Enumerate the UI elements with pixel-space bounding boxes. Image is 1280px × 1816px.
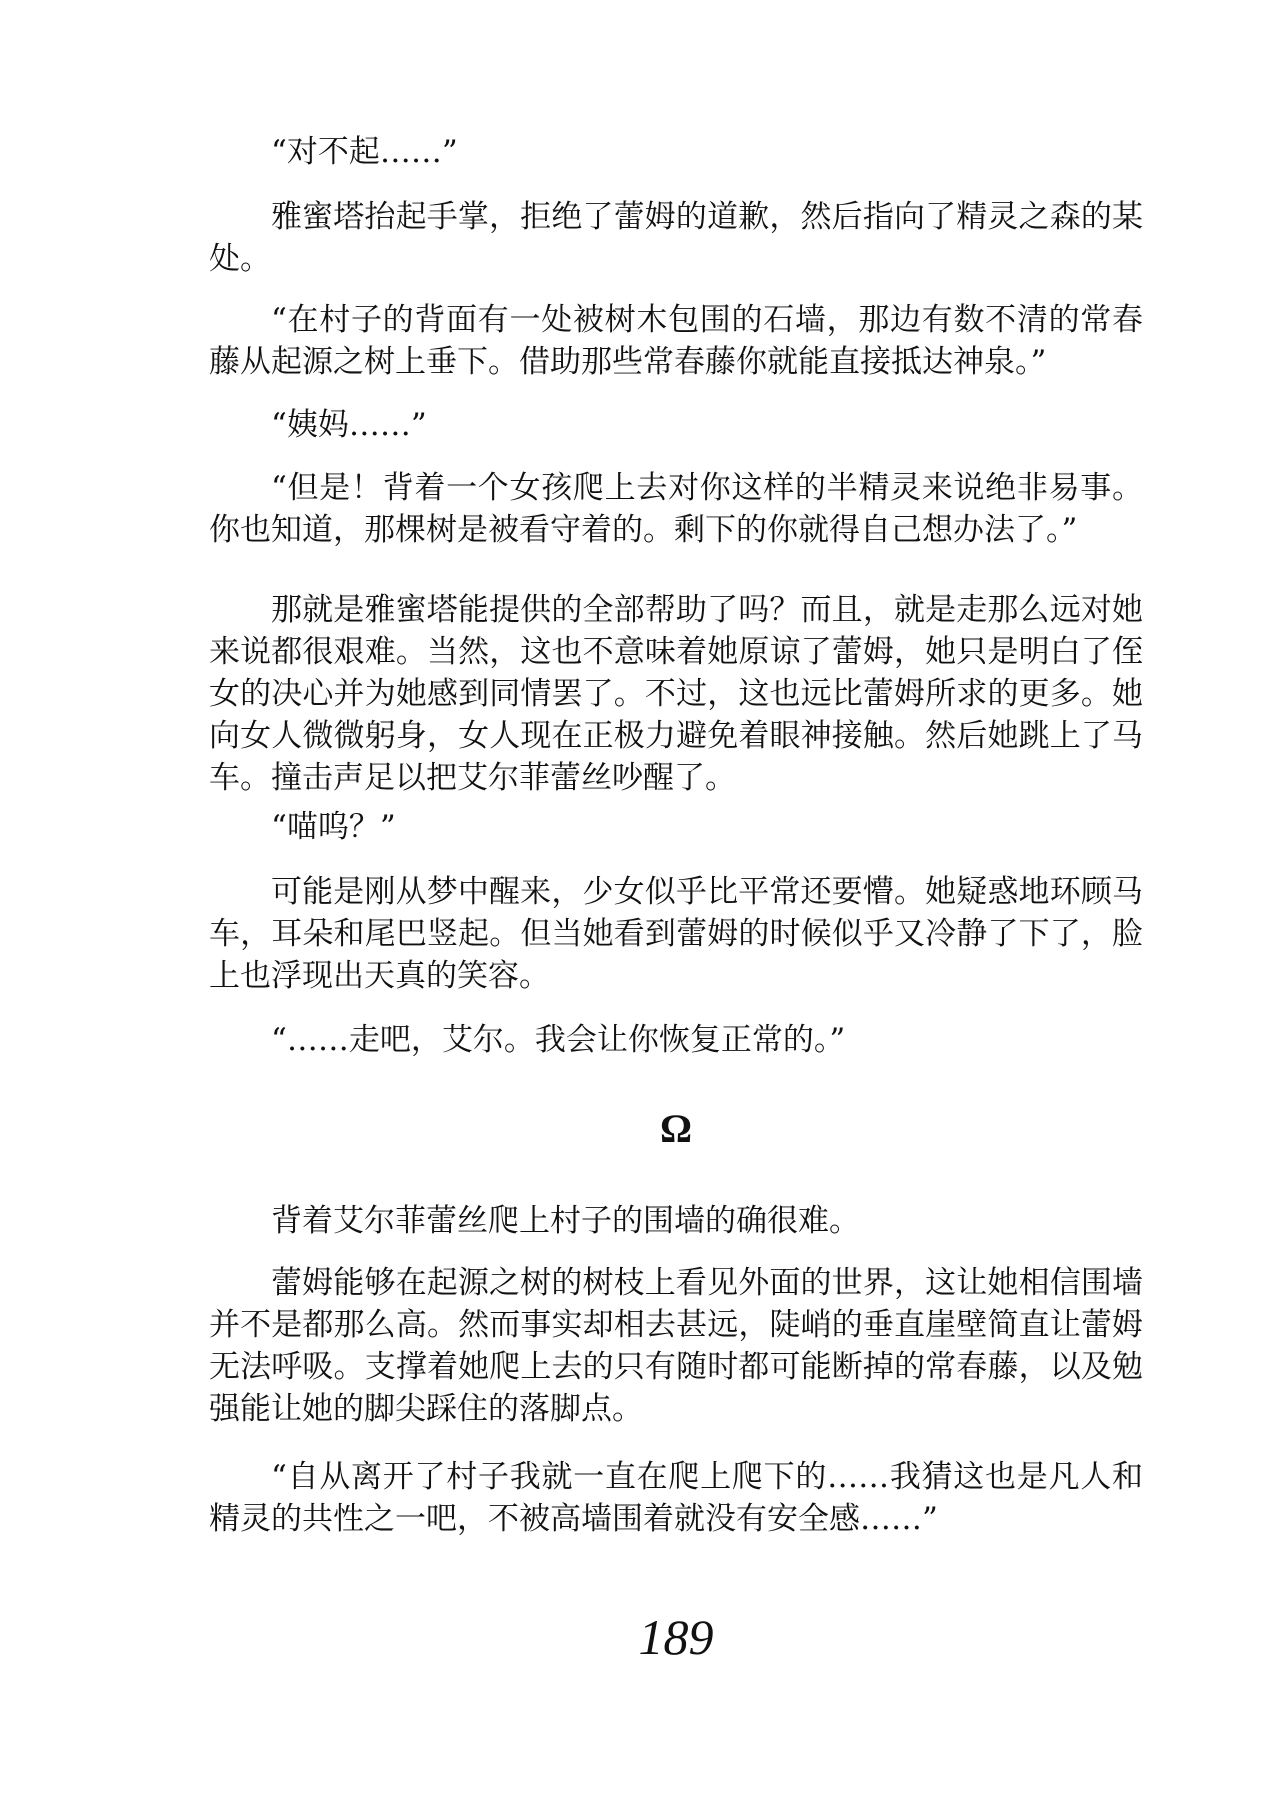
paragraph: 那就是雅蜜塔能提供的全部帮助了吗？而且，就是走那么远对她来说都很艰难。当然，这也不意味着她原谅了蕾姆，她只是明白了侄女的决心并为她感到同情罢了。不过，这也远比蕾姆所求的更多。她向女人微微躬身，女人现在正极力避免着眼神接触。然后她跳上了马车。撞击声足以把艾尔菲蕾丝吵醒了。	[209, 592, 1143, 796]
paragraph: 蕾姆能够在起源之树的树枝上看见外面的世界，这让她相信围墙并不是都那么高。然而事实却相去甚远，陡峭的垂直崖壁简直让蕾姆无法呼吸。支撑着她爬上去的只有随时都可能断掉的常春藤，以及勉强能让她的脚尖踩住的落脚点。	[209, 1265, 1143, 1427]
paragraph: 背着艾尔菲蕾丝爬上村子的围墙的确很难。	[271, 1203, 860, 1239]
paragraph: “在村子的背面有一处被树木包围的石墙，那边有数不清的常春藤从起源之树上垂下。借助那些常春藤你就能直接抵达神泉。”	[209, 302, 1143, 380]
paragraph: 雅蜜塔抬起手掌，拒绝了蕾姆的道歉，然后指向了精灵之森的某处。	[209, 199, 1143, 277]
paragraph: “但是！背着一个女孩爬上去对你这样的半精灵来说绝非易事。你也知道，那棵树是被看守着的。剩下的你就得自己想办法了。”	[209, 470, 1143, 548]
paragraph: “喵呜？”	[271, 809, 396, 845]
page-number: 189	[638, 1609, 714, 1665]
section-break-omega: Ω	[659, 1106, 693, 1151]
paragraph: “……走吧，艾尔。我会让你恢复正常的。”	[271, 1022, 846, 1058]
paragraph: “自从离开了村子我就一直在爬上爬下的……我猜这也是凡人和精灵的共性之一吧，不被高墙围着就没有安全感……”	[209, 1459, 1143, 1537]
paragraph: “对不起……”	[271, 134, 458, 170]
paragraph: “姨妈……”	[271, 407, 427, 443]
paragraph: 可能是刚从梦中醒来，少女似乎比平常还要懵。她疑惑地环顾马车，耳朵和尾巴竖起。但当她看到蕾姆的时候似乎又冷静了下了，脸上也浮现出天真的笑容。	[209, 874, 1143, 994]
